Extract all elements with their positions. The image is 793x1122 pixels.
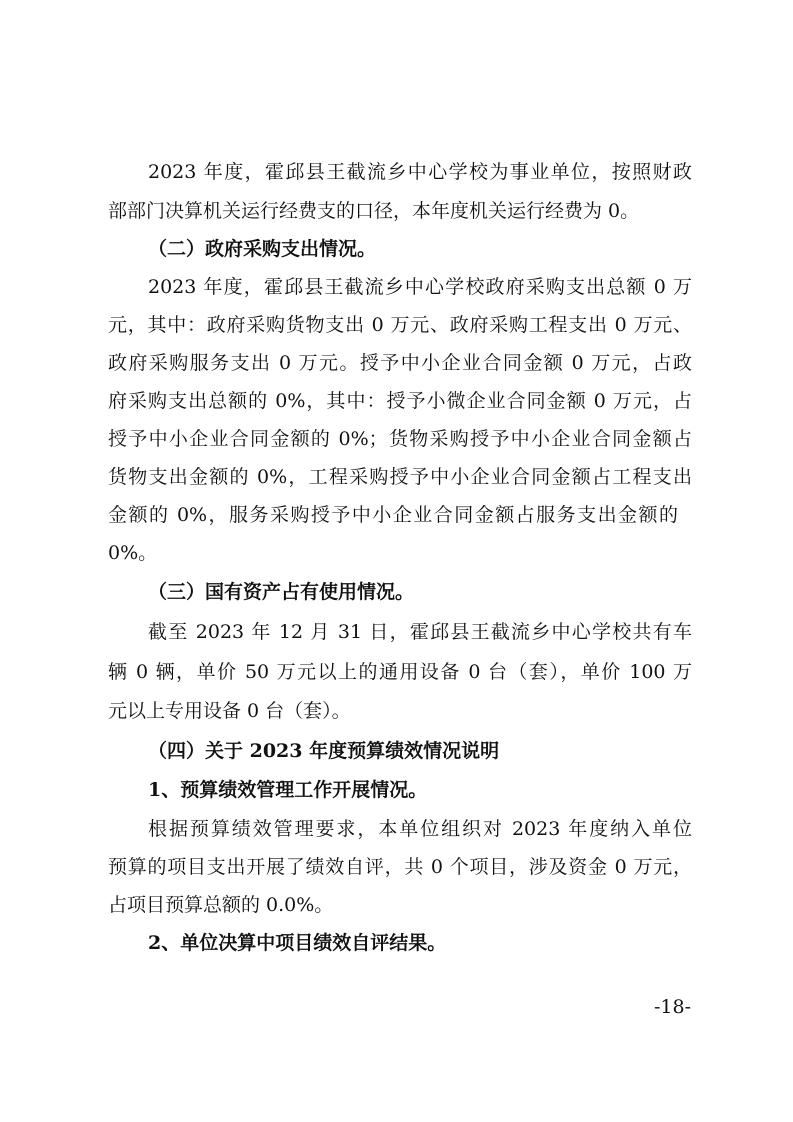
body-text-line: 货物支出金额的 0%，工程采购授予中小企业合同金额占工程支出 <box>108 466 692 488</box>
body-text-line: 授予中小企业合同金额的 0%；货物采购授予中小企业合同金额占 <box>108 428 692 450</box>
body-text-line: 截至 2023 年 12 月 31 日，霍邱县王截流乡中心学校共有车 <box>148 621 692 643</box>
body-text-line: 根据预算绩效管理要求，本单位组织对 2023 年度纳入单位 <box>148 818 692 840</box>
body-text-line: 占项目预算总额的 0.0%。 <box>108 894 334 916</box>
body-text-line: 辆 0 辆，单价 50 万元以上的通用设备 0 台（套），单价 100 万 <box>108 661 692 683</box>
body-text-line: 0%。 <box>108 542 158 564</box>
body-text-line: 预算的项目支出开展了绩效自评，共 0 个项目，涉及资金 0 万元， <box>108 856 692 878</box>
body-text-line: 部部门决算机关运行经费支的口径，本年度机关运行经费为 0。 <box>108 200 640 222</box>
body-text-line: 2023 年度，霍邱县王截流乡中心学校政府采购支出总额 0 万 <box>148 276 692 298</box>
subsection-heading: 2、单位决算中项目绩效自评结果。 <box>148 932 447 954</box>
body-text-line: 府采购支出总额的 0%，其中：授予小微企业合同金额 0 万元，占 <box>108 390 692 412</box>
section-heading: （四）关于 2023 年度预算绩效情况说明 <box>148 740 500 762</box>
body-text-line: 政府采购服务支出 0 万元。授予中小企业合同金额 0 万元，占政 <box>108 352 692 374</box>
subsection-heading: 1、预算绩效管理工作开展情况。 <box>148 779 428 801</box>
page-number: -18- <box>653 996 691 1018</box>
body-text-line: 元，其中：政府采购货物支出 0 万元、政府采购工程支出 0 万元、 <box>108 314 692 336</box>
body-text-line: 2023 年度，霍邱县王截流乡中心学校为事业单位，按照财政 <box>148 161 692 183</box>
body-text-line: 金额的 0%，服务采购授予中小企业合同金额占服务支出金额的 <box>108 504 678 526</box>
section-heading: （二）政府采购支出情况。 <box>148 238 377 260</box>
section-heading: （三）国有资产占有使用情况。 <box>148 581 415 603</box>
body-text-line: 元以上专用设备 0 台（套）。 <box>108 700 351 722</box>
